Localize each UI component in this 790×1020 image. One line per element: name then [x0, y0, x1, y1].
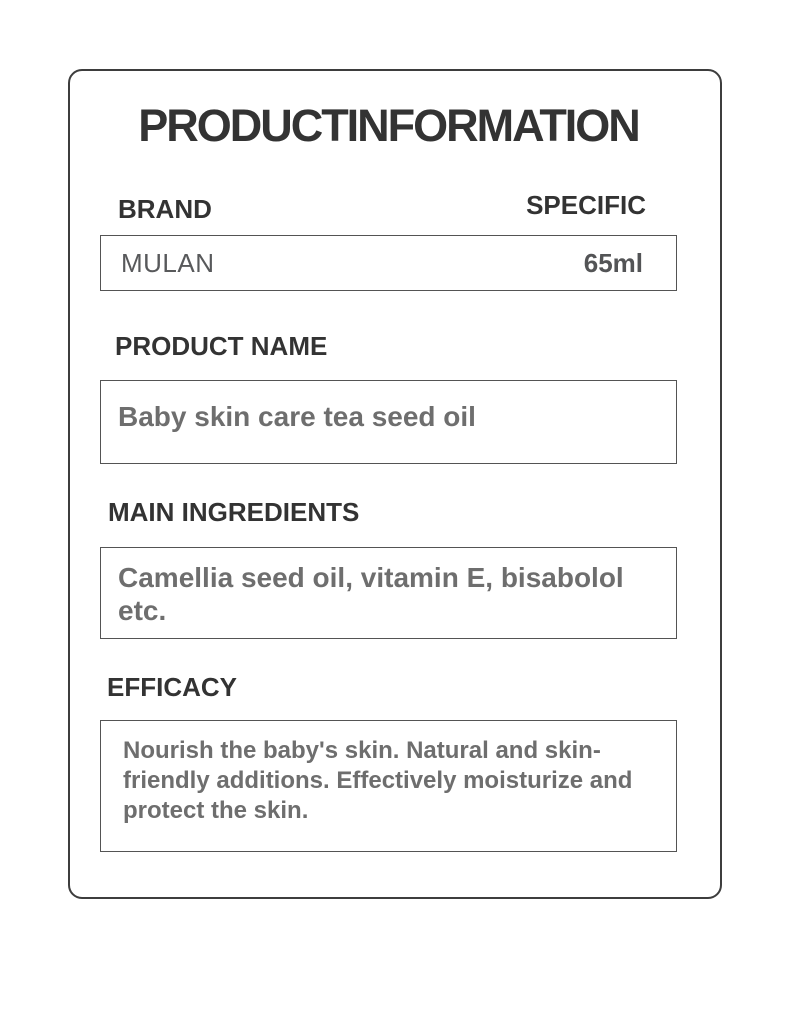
specific-value: 65ml — [583, 247, 643, 278]
main-ingredients-value-box — [100, 547, 677, 639]
efficacy-value-box — [100, 720, 677, 852]
efficacy-label: EFFICACY — [107, 672, 237, 702]
product-information-card — [68, 69, 722, 899]
brand-specific-value-box — [100, 235, 677, 291]
brand-specific-header-row — [100, 190, 677, 224]
page-title: PRODUCTINFORMATION — [138, 100, 639, 151]
main-ingredients-label: MAIN INGREDIENTS — [108, 497, 360, 527]
efficacy-value: Nourish the baby's skin. Natural and skin-friendly additions. Effectively moisturize and protect the skin. — [123, 737, 633, 824]
brand-label: BRAND — [118, 194, 212, 224]
specific-label: SPECIFIC — [526, 190, 646, 220]
main-ingredients-value: Camellia seed oil, vitamin E, bisabolol etc. — [118, 562, 624, 626]
card-content — [70, 102, 720, 928]
brand-value: MULAN — [121, 247, 215, 278]
product-name-label: PRODUCT NAME — [115, 331, 328, 361]
product-name-value: Baby skin care tea seed oil — [118, 401, 476, 432]
product-name-value-box — [100, 380, 677, 464]
